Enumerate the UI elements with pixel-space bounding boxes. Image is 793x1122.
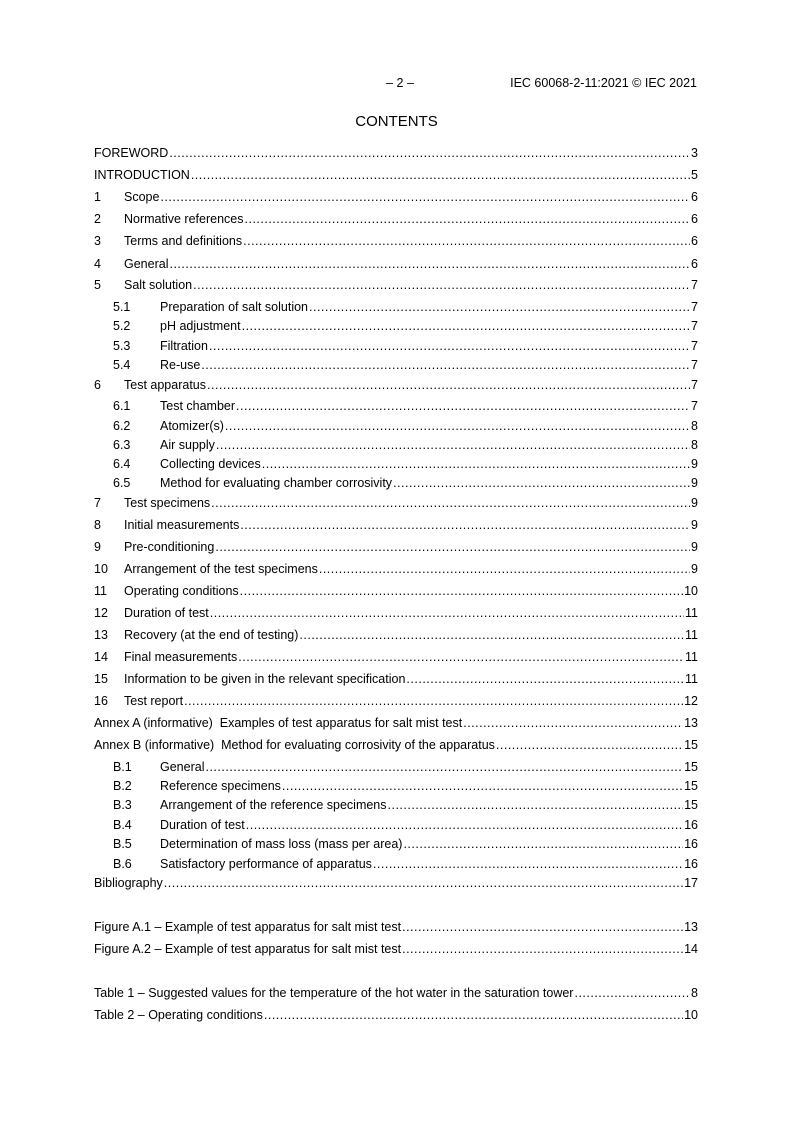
toc-page: 6: [691, 212, 698, 226]
toc-label: Scope: [124, 190, 160, 204]
toc-item-6-2[interactable]: [113, 418, 698, 434]
toc-label: Air supply: [160, 438, 215, 452]
toc-page: 17: [684, 876, 698, 890]
toc-item-b-5[interactable]: [113, 836, 698, 852]
toc-item-b-4[interactable]: [113, 817, 698, 833]
toc-number: 2: [94, 212, 101, 226]
toc-number: 12: [94, 606, 108, 620]
toc-item-6-3[interactable]: [113, 437, 698, 453]
dot-leader: [240, 517, 690, 533]
toc-item-5-2[interactable]: [113, 318, 698, 334]
toc-label: Test report: [124, 694, 184, 708]
toc-item-3[interactable]: [94, 233, 698, 249]
toc-item-2[interactable]: [94, 211, 698, 227]
toc-item-6[interactable]: [94, 377, 698, 393]
dot-leader: [406, 671, 684, 687]
toc-page: 6: [691, 190, 698, 204]
dot-leader: [169, 145, 690, 161]
toc-item-introduction[interactable]: [94, 167, 698, 183]
toc-number: 8: [94, 518, 101, 532]
toc-item-annex-a[interactable]: [94, 715, 698, 731]
dot-leader: [193, 277, 690, 293]
toc-item-9[interactable]: [94, 539, 698, 555]
toc-label: Final measurements: [124, 650, 238, 664]
toc-page: 7: [691, 358, 698, 372]
toc-label: Preparation of salt solution: [160, 300, 309, 314]
dot-leader: [373, 856, 683, 872]
toc-page: 10: [684, 584, 698, 598]
toc-number: 5.2: [113, 319, 131, 333]
toc-number: 4: [94, 257, 101, 271]
dot-leader: [393, 475, 690, 491]
toc-page: 15: [684, 760, 698, 774]
toc-label: Atomizer(s): [160, 419, 224, 433]
toc-number: 7: [94, 496, 101, 510]
toc-label: Re-use: [160, 358, 201, 372]
dot-leader: [164, 875, 683, 891]
toc-number: B.5: [113, 837, 132, 851]
toc-page: 8: [691, 419, 698, 433]
dot-leader: [262, 456, 690, 472]
toc-number: 5.4: [113, 358, 131, 372]
dot-leader: [388, 797, 684, 813]
dot-leader: [207, 377, 690, 393]
toc-item-5-1[interactable]: [113, 299, 698, 315]
toc-item-14[interactable]: [94, 649, 698, 665]
toc-page: 7: [691, 399, 698, 413]
toc-number: 14: [94, 650, 108, 664]
dot-leader: [211, 495, 690, 511]
document-reference: IEC 60068-2-11:2021 © IEC 2021: [510, 76, 697, 90]
toc-number: B.1: [113, 760, 132, 774]
toc-page: 15: [684, 738, 698, 752]
toc-page: 7: [691, 319, 698, 333]
toc-page: 8: [691, 438, 698, 452]
toc-label: Method for evaluating chamber corrosivity: [160, 476, 393, 490]
toc-label: Collecting devices: [160, 457, 261, 471]
toc-number: B.6: [113, 857, 132, 871]
toc-page: 16: [684, 837, 698, 851]
toc-page: 7: [691, 278, 698, 292]
toc-number: B.3: [113, 798, 132, 812]
toc-page: 9: [691, 457, 698, 471]
toc-page: 16: [684, 818, 698, 832]
toc-number: 6.2: [113, 419, 131, 433]
toc-page: 9: [691, 540, 698, 554]
toc-page: 9: [691, 476, 698, 490]
toc-page: 15: [684, 779, 698, 793]
toc-page: 9: [691, 562, 698, 576]
toc-label: Salt solution: [124, 278, 193, 292]
dot-leader: [169, 256, 690, 272]
toc-page: 16: [684, 857, 698, 871]
toc-label: Normative references: [124, 212, 244, 226]
toc-label: General: [160, 760, 205, 774]
toc-page: 7: [691, 339, 698, 353]
dot-leader: [216, 437, 690, 453]
figure-page: 13: [684, 920, 698, 934]
toc-item-13[interactable]: [94, 627, 698, 643]
dot-leader: [240, 583, 683, 599]
toc-page: 9: [691, 496, 698, 510]
toc-label: Arrangement of the test specimens: [124, 562, 318, 576]
toc-number: 10: [94, 562, 108, 576]
toc-item-b-1[interactable]: [113, 759, 698, 775]
toc-number: 15: [94, 672, 108, 686]
toc-item-15[interactable]: [94, 671, 698, 687]
toc-number: B.2: [113, 779, 132, 793]
page-title: CONTENTS: [355, 113, 438, 130]
toc-item-6-4[interactable]: [113, 456, 698, 472]
dot-leader: [309, 299, 690, 315]
toc-item-b-6[interactable]: [113, 856, 698, 872]
dot-leader: [402, 941, 683, 957]
toc-label: Annex B (informative) Method for evaluating corrosivity of the apparatus: [94, 738, 495, 752]
dot-leader: [299, 627, 684, 643]
toc-number: 5: [94, 278, 101, 292]
toc-page: 11: [685, 650, 698, 664]
dot-leader: [574, 985, 690, 1001]
toc-number: 9: [94, 540, 101, 554]
table-label: Table 1 – Suggested values for the temperature of the hot water in the saturation tower: [94, 986, 574, 1000]
table-label: Table 2 – Operating conditions: [94, 1008, 263, 1022]
toc-label: Test chamber: [160, 399, 236, 413]
toc-number: 6.4: [113, 457, 131, 471]
toc-label: Terms and definitions: [124, 234, 243, 248]
toc-label: FOREWORD: [94, 146, 169, 160]
figure-list-item[interactable]: [94, 919, 698, 935]
toc-item-7[interactable]: [94, 495, 698, 511]
dot-leader: [319, 561, 690, 577]
toc-item-4[interactable]: [94, 256, 698, 272]
page-number: – 2 –: [386, 76, 414, 90]
toc-item-5-3[interactable]: [113, 338, 698, 354]
toc-page: 12: [684, 694, 698, 708]
toc-page: 6: [691, 234, 698, 248]
toc-item-10[interactable]: [94, 561, 698, 577]
dot-leader: [160, 189, 690, 205]
toc-number: 6.3: [113, 438, 131, 452]
dot-leader: [238, 649, 684, 665]
toc-label: Recovery (at the end of testing): [124, 628, 299, 642]
toc-label: Test apparatus: [124, 378, 206, 392]
dot-leader: [242, 318, 690, 334]
toc-label: Satisfactory performance of apparatus: [160, 857, 372, 871]
toc-number: 6.1: [113, 399, 131, 413]
toc-item-16[interactable]: [94, 693, 698, 709]
toc-label: Pre-conditioning: [124, 540, 215, 554]
toc-number: B.4: [113, 818, 132, 832]
toc-item-8[interactable]: [94, 517, 698, 533]
toc-page: 5: [691, 168, 698, 182]
dot-leader: [201, 357, 690, 373]
toc-number: 16: [94, 694, 108, 708]
dot-leader: [191, 167, 690, 183]
toc-item-11[interactable]: [94, 583, 698, 599]
toc-page: 11: [685, 606, 698, 620]
toc-item-6-5[interactable]: [113, 475, 698, 491]
dot-leader: [246, 817, 683, 833]
toc-label: General: [124, 257, 169, 271]
dot-leader: [215, 539, 690, 555]
toc-label: Test specimens: [124, 496, 211, 510]
toc-page: 13: [684, 716, 698, 730]
table-list-item[interactable]: [94, 1007, 698, 1023]
table-page: 10: [684, 1008, 698, 1022]
toc-label: Arrangement of the reference specimens: [160, 798, 387, 812]
toc-label: Duration of test: [160, 818, 245, 832]
toc-number: 11: [94, 584, 107, 598]
toc-item-5[interactable]: [94, 277, 698, 293]
toc-page: 6: [691, 257, 698, 271]
toc-page: 7: [691, 300, 698, 314]
toc-label: Initial measurements: [124, 518, 240, 532]
toc-number: 3: [94, 234, 101, 248]
dot-leader: [210, 605, 684, 621]
toc-item-5-4[interactable]: [113, 357, 698, 373]
figure-list-item[interactable]: [94, 941, 698, 957]
toc-number: 5.3: [113, 339, 131, 353]
toc-number: 13: [94, 628, 108, 642]
figure-label: Figure A.1 – Example of test apparatus for salt mist test: [94, 920, 402, 934]
dot-leader: [403, 836, 683, 852]
toc-label: Information to be given in the relevant specification: [124, 672, 406, 686]
toc-number: 1: [94, 190, 101, 204]
toc-number: 5.1: [113, 300, 131, 314]
dot-leader: [264, 1007, 683, 1023]
dot-leader: [463, 715, 683, 731]
toc-item-b-2[interactable]: [113, 778, 698, 794]
toc-item-bibliography[interactable]: [94, 875, 698, 891]
figure-page: 14: [684, 942, 698, 956]
dot-leader: [243, 233, 690, 249]
toc-item-12[interactable]: [94, 605, 698, 621]
table-page: 8: [691, 986, 698, 1000]
dot-leader: [245, 211, 691, 227]
toc-label: Annex A (informative) Examples of test apparatus for salt mist test: [94, 716, 463, 730]
toc-page: 7: [691, 378, 698, 392]
toc-page: 11: [685, 628, 698, 642]
dot-leader: [496, 737, 683, 753]
toc-item-6-1[interactable]: [113, 398, 698, 414]
toc-label: Filtration: [160, 339, 208, 353]
toc-number: 6.5: [113, 476, 131, 490]
toc-item-1[interactable]: [94, 189, 698, 205]
toc-label: INTRODUCTION: [94, 168, 190, 182]
dot-leader: [184, 693, 683, 709]
dot-leader: [236, 398, 690, 414]
toc-label: Bibliography: [94, 876, 163, 890]
toc-label: Determination of mass loss (mass per area): [160, 837, 403, 851]
dot-leader: [205, 759, 683, 775]
toc-label: Duration of test: [124, 606, 209, 620]
toc-item-b-3[interactable]: [113, 797, 698, 813]
toc-page: 3: [691, 146, 698, 160]
toc-item-foreword[interactable]: [94, 145, 698, 161]
toc-number: 6: [94, 378, 101, 392]
dot-leader: [402, 919, 683, 935]
dot-leader: [282, 778, 683, 794]
toc-item-annex-b[interactable]: [94, 737, 698, 753]
toc-page: 11: [685, 672, 698, 686]
dot-leader: [225, 418, 690, 434]
toc-page: 15: [684, 798, 698, 812]
dot-leader: [209, 338, 690, 354]
figure-label: Figure A.2 – Example of test apparatus for salt mist test: [94, 942, 402, 956]
toc-label: pH adjustment: [160, 319, 241, 333]
toc-label: Operating conditions: [124, 584, 239, 598]
toc-page: 9: [691, 518, 698, 532]
toc-label: Reference specimens: [160, 779, 281, 793]
table-list-item[interactable]: [94, 985, 698, 1001]
